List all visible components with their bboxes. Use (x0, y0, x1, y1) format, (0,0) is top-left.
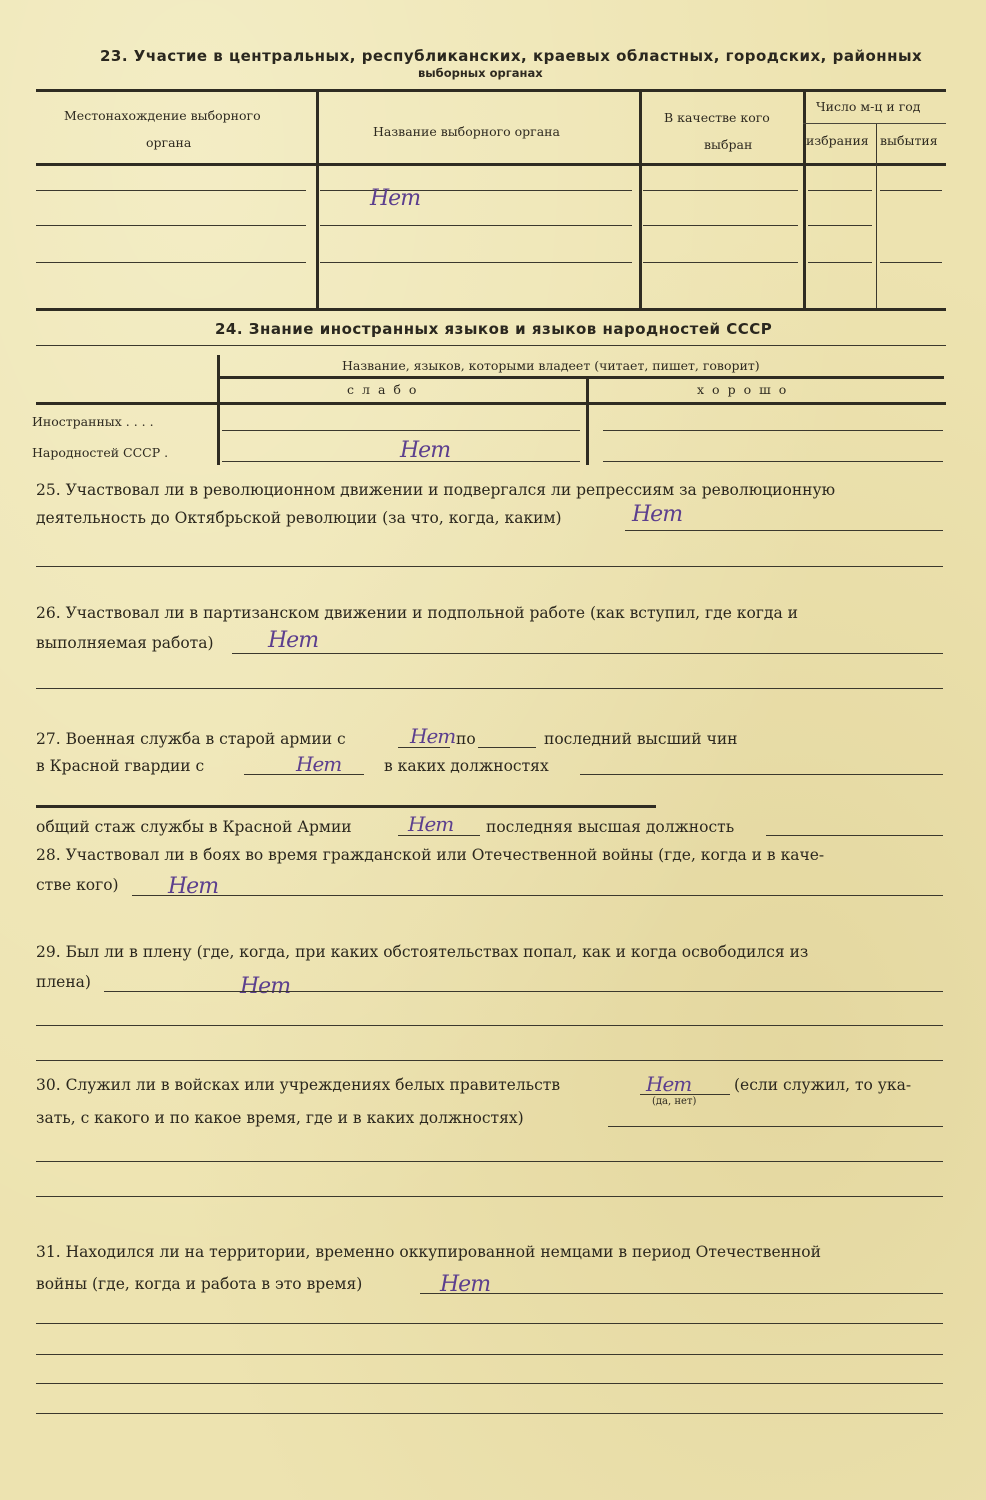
question-27-handwritten-answer-3: Нет (408, 812, 454, 836)
question-31-answer-line (36, 1354, 943, 1355)
question-30-answer-line (608, 1126, 943, 1127)
question-30-line1: 30. Служил ли в войсках или учреждениях белых правительств (36, 1076, 561, 1094)
question-27-answer-line (766, 835, 943, 836)
table-23-row-line (880, 190, 942, 191)
table-23-row-line (320, 262, 632, 263)
table-23-col-divider (876, 123, 877, 308)
question-25-line2: деятельность до Октябрьской революции (за что, когда, каким) (36, 509, 562, 527)
question-27-last-position-label: последняя высшая должность (486, 818, 735, 836)
question-28-line1: 28. Участвовал ли в боях во время гражданской или Отечественной войны (где, когда и в каче- (36, 846, 825, 864)
table-23-row-line (808, 190, 872, 191)
question-27-to-label: по (456, 730, 476, 748)
question-27-rank-label: последний высший чин (544, 730, 738, 748)
question-26-line1: 26. Участвовал ли в партизанском движении и подпольной работе (как вступил, где когда и (36, 604, 798, 622)
row-ussr-languages: Народностей СССР . (32, 445, 169, 460)
table-23-row-line (643, 190, 798, 191)
question-28-line2: стве кого) (36, 876, 119, 894)
col-as-whom-header: В качестве кого (664, 110, 770, 125)
table-24-row-line (222, 430, 580, 431)
table-24-header: Название, языков, которыми владеет (читает, пишет, говорит) (342, 358, 760, 373)
question-31-answer-line (36, 1383, 943, 1384)
question-30-line2: зать, с какого и по какое время, где и в каких должностях) (36, 1109, 524, 1127)
table-24-subheader-border (36, 402, 946, 405)
table-23-subheader-line (803, 123, 946, 124)
col-date-header: Число м-ц и год (816, 99, 921, 114)
section-23-title: 23. Участие в центральных, республиканских, краевых областных, городских, районных (100, 47, 923, 65)
question-30-line1-continued: (если служил, то ука- (734, 1076, 912, 1094)
table-23-row-line (880, 262, 942, 263)
table-23-row-line (808, 225, 872, 226)
table-24-header-border (217, 376, 944, 379)
question-28-answer-line (132, 895, 943, 896)
question-29-answer-line (36, 1060, 943, 1061)
question-25-answer-line (625, 530, 943, 531)
row-foreign-languages: Иностранных . . . . (32, 414, 154, 429)
question-27-line3: общий стаж службы в Красной Армии (36, 818, 352, 836)
fold-line (36, 805, 656, 808)
section-23-title-line2: выборных органах (418, 66, 543, 80)
table-23-bottom-border (36, 308, 946, 311)
question-31-answer-line (36, 1323, 943, 1324)
question-29-answer-line (36, 1025, 943, 1026)
question-28-handwritten-answer: Нет (168, 874, 219, 899)
question-31-answer-line (36, 1413, 943, 1414)
question-29-handwritten-answer: Нет (240, 974, 291, 999)
table-23-row-line (36, 262, 306, 263)
table-23-row-line (320, 190, 632, 191)
table-24-top-border (36, 345, 946, 346)
question-27-line2: в Красной гвардии с (36, 757, 205, 775)
question-29-line2: плена) (36, 973, 91, 991)
question-25-handwritten-answer: Нет (632, 502, 683, 527)
question-30-answer-line (640, 1094, 730, 1095)
table-23-row-line (36, 225, 306, 226)
question-27-handwritten-answer-1: Нет (410, 724, 456, 748)
table-23-col-divider (803, 89, 806, 308)
question-29-line1: 29. Был ли в плену (где, когда, при каких обстоятельствах попал, как и когда освободился из (36, 943, 809, 961)
col-location-header: Местонахождение выборного (64, 108, 261, 123)
question-26-answer-line (232, 653, 943, 654)
table-24-col-divider (217, 355, 220, 465)
question-27-positions-label: в каких должностях (384, 757, 549, 775)
table-23-col-divider (639, 89, 642, 308)
table-23-row-line (320, 225, 632, 226)
col-elected-header: избрания (806, 133, 869, 148)
table-23-row-line (36, 190, 306, 191)
table-24-weak-header: слабо (347, 382, 425, 397)
section-24-handwritten-answer: Нет (400, 438, 451, 463)
question-31-line1: 31. Находился ли на территории, временно оккупированной немцами в период Отечественной (36, 1243, 821, 1261)
question-26-handwritten-answer: Нет (268, 628, 319, 653)
col-location-header-line2: органа (146, 135, 192, 150)
question-29-answer-line (104, 991, 943, 992)
table-24-good-header: хорошо (697, 382, 795, 397)
question-31-answer-line (420, 1293, 943, 1294)
question-30-handwritten-answer: Нет (646, 1072, 692, 1096)
question-31-line2: войны (где, когда и работа в это время) (36, 1275, 363, 1293)
table-23-top-border (36, 89, 946, 92)
section-24-title: 24. Знание иностранных языков и языков народностей СССР (215, 320, 773, 338)
table-23-row-line (643, 225, 798, 226)
question-27-answer-line (478, 747, 536, 748)
question-27-line1: 27. Военная служба в старой армии с (36, 730, 346, 748)
table-24-row-line (603, 430, 943, 431)
question-26-line2: выполняемая работа) (36, 634, 214, 652)
question-30-answer-line (36, 1161, 943, 1162)
question-30-answer-line (36, 1196, 943, 1197)
question-25-answer-line (36, 566, 943, 567)
col-name-header: Название выборного органа (373, 124, 560, 139)
question-25-line1: 25. Участвовал ли в революционном движении и подвергался ли репрессиям за революционную (36, 481, 836, 499)
table-24-row-line (603, 461, 943, 462)
question-31-handwritten-answer: Нет (440, 1272, 491, 1297)
question-26-answer-line (36, 688, 943, 689)
col-as-whom-header-line2: выбран (704, 137, 753, 152)
table-23-row-line (643, 262, 798, 263)
question-27-answer-line (580, 774, 943, 775)
table-23-row-line (808, 262, 872, 263)
col-left-header: выбытия (880, 133, 938, 148)
table-23-header-border (36, 163, 946, 166)
question-30-yes-no-note: (да, нет) (652, 1096, 697, 1107)
question-27-handwritten-answer-2: Нет (296, 752, 342, 776)
table-24-col-divider (586, 376, 589, 465)
table-23-col-divider (316, 89, 319, 308)
section-23-handwritten-answer: Нет (370, 186, 421, 211)
